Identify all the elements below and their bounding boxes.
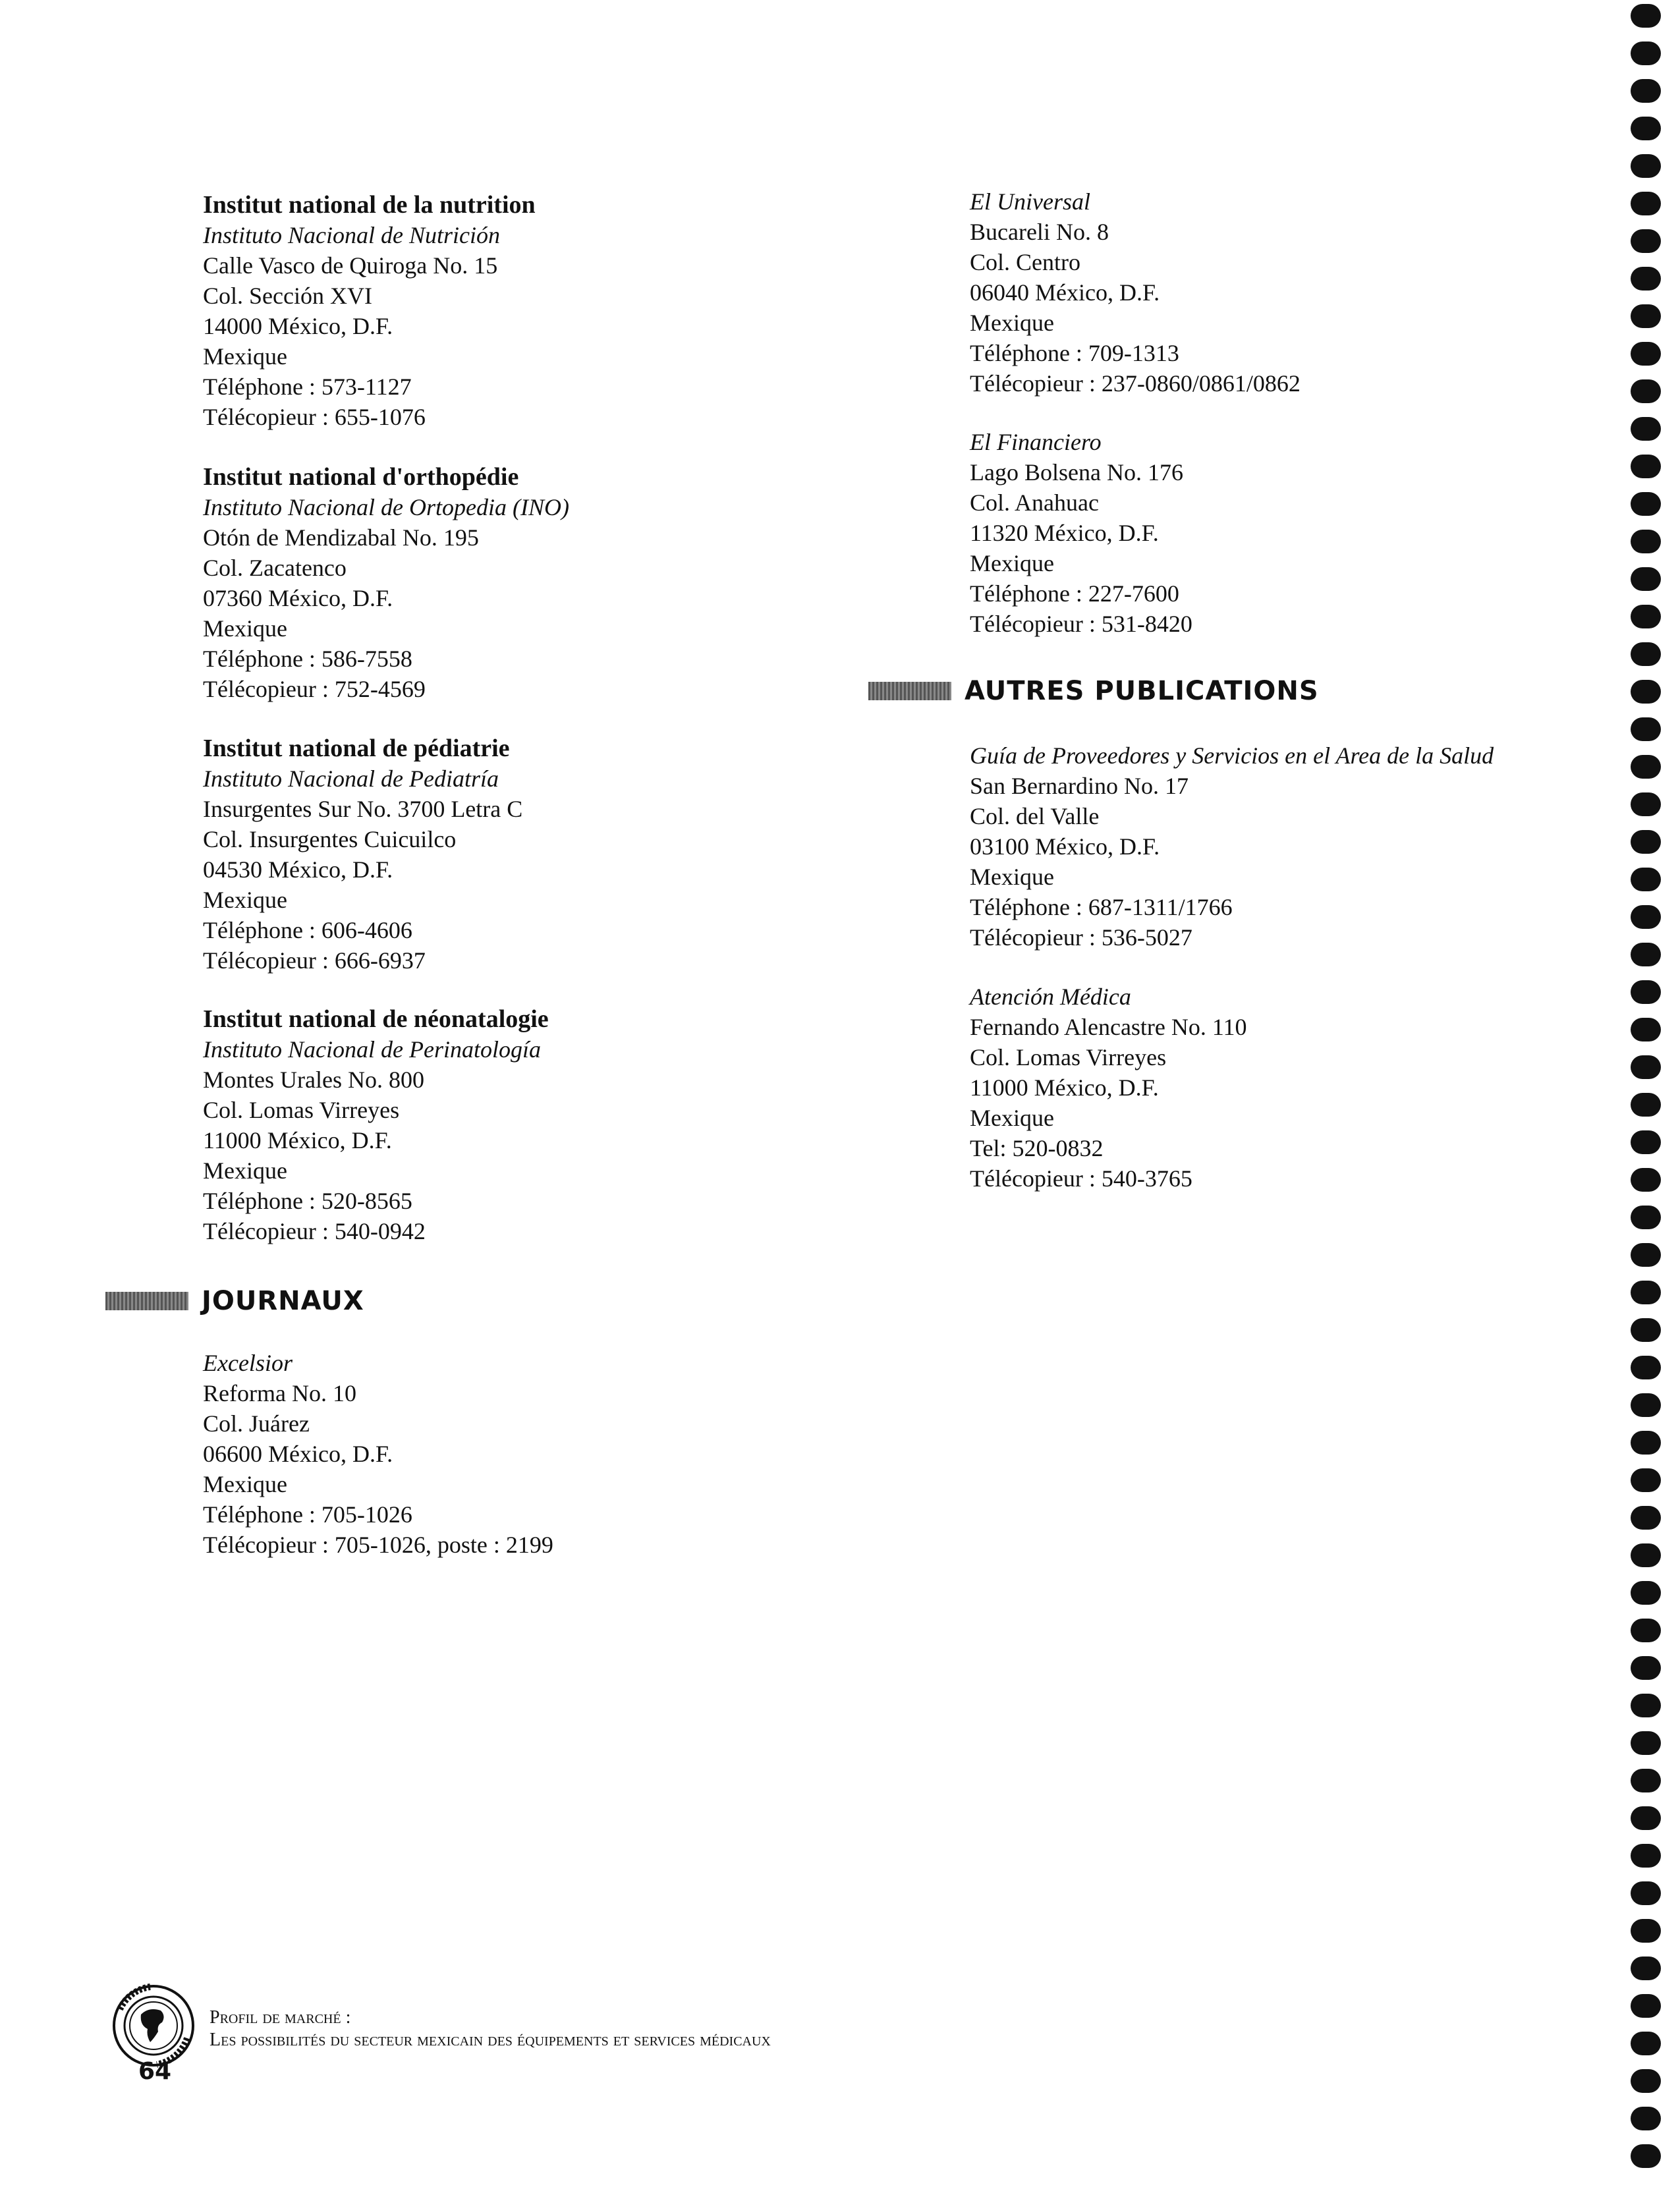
- address-line: San Bernardino No. 17: [970, 773, 1189, 799]
- page-number: 64: [138, 2058, 172, 2085]
- address-line: Mexique: [203, 615, 287, 642]
- binding-hole: [1631, 1468, 1661, 1492]
- address-line: Mexique: [203, 1471, 287, 1497]
- binding-hole: [1631, 1881, 1661, 1905]
- institute-entry-neonatalogie: [203, 1004, 549, 1246]
- address-line: Calle Vasco de Quiroga No. 15: [203, 252, 498, 279]
- binding-hole: [1631, 2069, 1661, 2093]
- phone-line: Téléphone : 586-7558: [203, 646, 412, 672]
- binding-hole: [1631, 229, 1661, 253]
- section-heading-journaux: [105, 1286, 364, 1316]
- address-line: Col. Juárez: [203, 1410, 310, 1437]
- binding-hole: [1631, 379, 1661, 403]
- institute-name-es: Instituto Nacional de Pediatría: [203, 765, 499, 792]
- binding-hole: [1631, 1694, 1661, 1717]
- address-line: Col. Insurgentes Cuicuilco: [203, 826, 457, 852]
- publication-name: Atención Médica: [970, 984, 1131, 1010]
- newspaper-name: El Universal: [970, 188, 1090, 215]
- phone-line: Téléphone : 520-8565: [203, 1188, 412, 1214]
- address-line: Col. Centro: [970, 249, 1080, 275]
- binding-hole: [1631, 1919, 1661, 1943]
- section-marker-bar: [105, 1292, 188, 1310]
- address-line: 11000 México, D.F.: [970, 1074, 1159, 1101]
- binding-hole: [1631, 530, 1661, 553]
- address-line: Col. Zacatenco: [203, 555, 347, 581]
- address-line: Col. Sección XVI: [203, 283, 372, 309]
- binding-hole: [1631, 680, 1661, 704]
- binding-hole: [1631, 2107, 1661, 2130]
- phone-line: Téléphone : 606-4606: [203, 917, 412, 943]
- binding-hole: [1631, 830, 1661, 854]
- binding-hole: [1631, 1318, 1661, 1342]
- institute-name-es: Instituto Nacional de Nutrición: [203, 222, 500, 248]
- binding-hole: [1631, 1957, 1661, 1980]
- binding-hole: [1631, 342, 1661, 366]
- address-line: Montes Urales No. 800: [203, 1067, 424, 1093]
- binding-hole: [1631, 755, 1661, 779]
- north-america-globe-logo-icon: [111, 1983, 196, 2068]
- binding-hole: [1631, 943, 1661, 966]
- publication-entry-guia: [970, 740, 1494, 953]
- binding-hole: [1631, 567, 1661, 591]
- binding-hole: [1631, 455, 1661, 478]
- phone-line: Téléphone : 709-1313: [970, 340, 1179, 366]
- binding-hole: [1631, 2032, 1661, 2055]
- address-line: Fernando Alencastre No. 110: [970, 1014, 1247, 1040]
- binding-hole: [1631, 1243, 1661, 1267]
- binding-hole: [1631, 605, 1661, 628]
- binding-hole: [1631, 868, 1661, 891]
- binding-hole: [1631, 417, 1661, 441]
- address-line: Mexique: [203, 343, 287, 370]
- address-line: Mexique: [970, 310, 1054, 336]
- address-line: Bucareli No. 8: [970, 219, 1109, 245]
- fax-line: Télécopieur : 536-5027: [970, 924, 1192, 951]
- fax-line: Télécopieur : 705-1026, poste : 2199: [203, 1532, 553, 1558]
- binding-hole: [1631, 2144, 1661, 2168]
- footer-line-2: Les possibilités du secteur mexicain des équipements et services médicaux: [210, 2030, 771, 2050]
- institute-name-es: Instituto Nacional de Perinatología: [203, 1036, 541, 1063]
- binding-hole: [1631, 1281, 1661, 1304]
- section-marker-bar: [868, 682, 951, 700]
- address-line: Reforma No. 10: [203, 1380, 356, 1406]
- phone-line: Téléphone : 705-1026: [203, 1501, 412, 1528]
- phone-line: Tel: 520-0832: [970, 1135, 1104, 1161]
- binding-hole: [1631, 79, 1661, 103]
- phone-line: Téléphone : 227-7600: [970, 580, 1179, 607]
- institute-name-fr: Institut national de pédiatrie: [203, 735, 510, 762]
- binding-hole: [1631, 1506, 1661, 1530]
- institute-entry-pediatrie: [203, 733, 522, 976]
- address-line: 04530 México, D.F.: [203, 856, 393, 883]
- fax-line: Télécopieur : 666-6937: [203, 947, 426, 974]
- address-line: Mexique: [970, 1105, 1054, 1131]
- section-title: AUTRES PUBLICATIONS: [965, 676, 1319, 706]
- binding-hole: [1631, 267, 1661, 291]
- address-line: Mexique: [970, 550, 1054, 576]
- address-line: Mexique: [203, 1157, 287, 1184]
- address-line: Col. del Valle: [970, 803, 1100, 829]
- binding-hole: [1631, 1656, 1661, 1680]
- institute-name-fr: Institut national de la nutrition: [203, 191, 536, 219]
- binding-hole: [1631, 1093, 1661, 1117]
- binding-hole: [1631, 1844, 1661, 1868]
- fax-line: Télécopieur : 655-1076: [203, 404, 426, 430]
- address-line: 11000 México, D.F.: [203, 1127, 392, 1153]
- spiral-binding-holes: [1631, 0, 1670, 2193]
- binding-hole: [1631, 192, 1661, 215]
- binding-hole: [1631, 792, 1661, 816]
- binding-hole: [1631, 1581, 1661, 1605]
- institute-entry-nutrition: [203, 190, 536, 432]
- newspaper-name: El Financiero: [970, 429, 1102, 455]
- binding-hole: [1631, 1055, 1661, 1079]
- binding-hole: [1631, 1206, 1661, 1229]
- binding-hole: [1631, 4, 1661, 28]
- binding-hole: [1631, 1431, 1661, 1455]
- binding-hole: [1631, 1130, 1661, 1154]
- address-line: Otón de Mendizabal No. 195: [203, 524, 479, 551]
- address-line: 07360 México, D.F.: [203, 585, 393, 611]
- binding-hole: [1631, 1994, 1661, 2018]
- newspaper-entry-excelsior: [203, 1348, 553, 1560]
- institute-name-es: Instituto Nacional de Ortopedia (INO): [203, 494, 569, 520]
- fax-line: Télécopieur : 237-0860/0861/0862: [970, 370, 1301, 397]
- binding-hole: [1631, 154, 1661, 178]
- section-title: JOURNAUX: [202, 1286, 364, 1316]
- binding-hole: [1631, 1168, 1661, 1192]
- address-line: 06600 México, D.F.: [203, 1441, 393, 1467]
- binding-hole: [1631, 1018, 1661, 1041]
- binding-hole: [1631, 1356, 1661, 1379]
- institute-entry-orthopedie: [203, 462, 569, 704]
- address-line: Lago Bolsena No. 176: [970, 459, 1183, 486]
- binding-hole: [1631, 717, 1661, 741]
- binding-hole: [1631, 1393, 1661, 1417]
- publication-entry-atencion-medica: [970, 982, 1247, 1194]
- footer-line-1: Profil de marché :: [210, 2007, 351, 2028]
- fax-line: Télécopieur : 531-8420: [970, 611, 1192, 637]
- fax-line: Télécopieur : 752-4569: [203, 676, 426, 702]
- address-line: Insurgentes Sur No. 3700 Letra C: [203, 796, 523, 822]
- address-line: Col. Lomas Virreyes: [970, 1044, 1167, 1070]
- phone-line: Téléphone : 687-1311/1766: [970, 894, 1233, 920]
- footer-title: [210, 2007, 771, 2051]
- binding-hole: [1631, 304, 1661, 328]
- institute-name-fr: Institut national d'orthopédie: [203, 463, 519, 491]
- phone-line: Téléphone : 573-1127: [203, 374, 412, 400]
- address-line: Mexique: [203, 887, 287, 913]
- newspaper-entry-el-universal: [970, 186, 1301, 399]
- address-line: Col. Anahuac: [970, 489, 1099, 516]
- binding-hole: [1631, 642, 1661, 666]
- binding-hole: [1631, 1769, 1661, 1792]
- newspaper-entry-el-financiero: [970, 427, 1192, 639]
- binding-hole: [1631, 1619, 1661, 1642]
- binding-hole: [1631, 1806, 1661, 1830]
- binding-hole: [1631, 1543, 1661, 1567]
- binding-hole: [1631, 492, 1661, 516]
- publication-name: Guía de Proveedores y Servicios en el Area de la Salud: [970, 742, 1494, 769]
- fax-line: Télécopieur : 540-0942: [203, 1218, 426, 1244]
- newspaper-name: Excelsior: [203, 1350, 293, 1376]
- section-heading-autres-publications: [868, 676, 1319, 706]
- address-line: Col. Lomas Virreyes: [203, 1097, 400, 1123]
- binding-hole: [1631, 905, 1661, 929]
- address-line: 14000 México, D.F.: [203, 313, 393, 339]
- address-line: 06040 México, D.F.: [970, 279, 1160, 306]
- institute-name-fr: Institut national de néonatalogie: [203, 1005, 549, 1033]
- binding-hole: [1631, 1731, 1661, 1755]
- binding-hole: [1631, 980, 1661, 1004]
- address-line: 03100 México, D.F.: [970, 833, 1160, 860]
- fax-line: Télécopieur : 540-3765: [970, 1165, 1192, 1192]
- binding-hole: [1631, 117, 1661, 140]
- address-line: 11320 México, D.F.: [970, 520, 1159, 546]
- binding-hole: [1631, 42, 1661, 65]
- address-line: Mexique: [970, 864, 1054, 890]
